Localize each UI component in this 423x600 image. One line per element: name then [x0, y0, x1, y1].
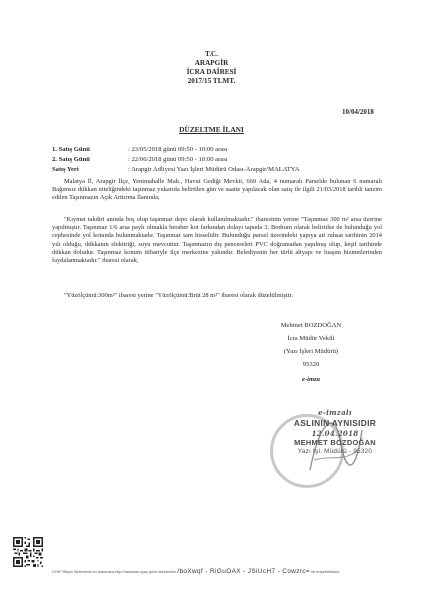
sale-place-value: : Arapgir Adliyesi Yazı İşleri Müdürü Odası-Arapgir/MALATYA [128, 166, 300, 173]
stamp-name: MEHMET BOZDOĞAN [294, 438, 376, 447]
eimza-label: e-imza [302, 376, 320, 383]
paragraph-correction: "Kıymet takdiri anında boş olup taşınmaz depo olarak kullanılmaktadır." ibaresinin yerine "Taşınmaz 300 m² arsa üzerine yapılmıştır. Taşınmaz 1/6 arsa paylı olmakla beraber kot farkından dolayı tapuda 3. Bodrum olarak belirtilse de bulunduğu yol cephesinde yol kotunda bulunmaktadır. Taşınmaz tam hisselidir. Bulunduğu parsel üzerindeki yapıya ait ruhsat tarihinin 2014 yılı olduğu, dükkanın elektiriği, suyu mevcuttur. Taşınmazın dış pencereleri PVC doğramadan yapılmış olup, keşif tarihinde dükkan doludur. Taşınmaz konum itibariyle ilçe merkezine yakındır. Belediyenin her türlü altyapı ve luaşım hizmetlerinden faydalanmaktadır." ibaresi olarak, [52, 216, 382, 265]
footer-text: UYAP Bilişim Sisteminde bu dokumana http://vatandas.uyap.gov.tr adresinden [52, 570, 177, 574]
sale-2-value: : 22/06/2018 günü 09:50 - 10:00 arası [128, 156, 228, 163]
footer-verification [52, 568, 423, 575]
header-city: ARAPGİR [194, 59, 229, 67]
stamp-role: Yazı İşl. Müdürü - 95320 [297, 448, 373, 455]
stamp-date: 12.04.2018 [311, 429, 359, 438]
notice-title: DÜZELTME İLANI [179, 125, 244, 134]
header-country: T.C. [204, 50, 219, 58]
paragraph-property: Malatya İl, Arapgir İlçe, Yenimahalle Mah., Havut Gediği Mevkii, 669 Ada, 4 numaralı Parselde bulunan 6 numaralı Bağımsız dükkan niteliğindeki taşınmaz yukarıda belirtilen gün ve saatte yapılacak olan satış ile ilgili 21/03/2018 tarihli tanzim edilen Taşınmazın Açık Arttırma İlanında; [52, 178, 382, 202]
qr-code [13, 537, 43, 567]
footer-tail: ile erişebilirsiniz. [311, 569, 341, 574]
signatory-title: İcra Müdür Vekili [287, 335, 335, 342]
signatory-name: Mehmet BOZDOĞAN [280, 322, 342, 329]
stamp-eimzali: e-imzalı [318, 408, 352, 417]
signatory-subtitle: (Yazı İşleri Müdürü) [283, 348, 339, 355]
footer-code: /boXwqf - RiGuOAX - JSiUcH7 - Cowzrc= [177, 568, 311, 575]
sale-2-label: 2. Satış Günü [52, 156, 90, 163]
sale-place-label: Satış Yeri [52, 166, 79, 173]
sale-1-value: : 23/05/2018 günü 09:50 - 10:00 arası [128, 146, 228, 153]
header-file-no: 2017/15 TLMT. [187, 77, 236, 85]
header-office: İCRA DAİRESİ [186, 68, 237, 76]
sale-1-label: 1. Satış Günü [52, 146, 90, 153]
paragraph-area: "Yüzölçümü:300m²" ibaresi yerine "Yüzölçümü:Brüt 28 m²" ibaresi olarak düzeltilmiştir. [64, 292, 293, 299]
document-date: 10/04/2018 [342, 108, 374, 116]
stamp-certified-copy: ASLININ AYNISIDIR [293, 418, 377, 428]
signatory-number: 95320 [302, 361, 320, 368]
